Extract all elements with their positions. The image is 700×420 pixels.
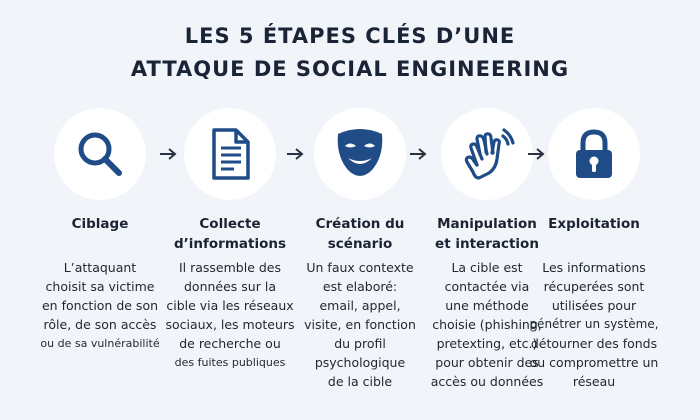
step-heading: [165, 214, 295, 254]
description-line: réseau: [572, 374, 616, 389]
step-heading-line: Manipulation: [437, 216, 537, 232]
page-title: [0, 20, 700, 86]
step-icon-circle: [54, 108, 146, 200]
description-line: psychologique: [314, 355, 406, 370]
arrow-right-icon: [158, 146, 178, 162]
description-line: Un faux contexte: [306, 260, 414, 275]
step-icon-circle: [548, 108, 640, 200]
description-line: L’attaquant: [63, 260, 137, 275]
description-line: récuperées sont: [543, 279, 645, 294]
description-line: accès ou données: [430, 374, 544, 389]
step-description: [529, 258, 659, 391]
description-line: données sur la: [184, 279, 276, 294]
title-line-2: ATTAQUE DE SOCIAL ENGINEERING: [130, 57, 570, 81]
step-heading: [35, 214, 165, 234]
hand-icon: [459, 126, 515, 182]
mask-icon: [332, 126, 388, 182]
description-line: pénétrer un système,: [529, 317, 659, 331]
arrow-right-icon: [408, 146, 428, 162]
padlock-icon: [566, 126, 622, 182]
description-line: visite, en fonction: [304, 317, 416, 332]
description-line: une méthode: [445, 298, 529, 313]
description-line: en fonction de son: [41, 298, 159, 313]
step-description: [165, 258, 295, 372]
description-line: de recherche ou: [179, 336, 281, 351]
step-heading-line: et interaction: [435, 236, 539, 252]
description-line: cible via les réseaux: [166, 298, 294, 313]
step-heading-line: Création du: [315, 216, 405, 232]
document-icon: [202, 126, 258, 182]
step-description: [35, 258, 165, 353]
description-line: utilisées pour: [551, 298, 637, 313]
description-line: de la cible: [327, 374, 393, 389]
steps-flow: [0, 108, 700, 408]
description-line: La cible est: [451, 260, 523, 275]
step-description: [295, 258, 425, 391]
description-line: pour obtenir des: [435, 355, 539, 370]
description-line: est elaboré:: [322, 279, 398, 294]
description-line: choisit sa victime: [45, 279, 155, 294]
step-heading-line: Exploitation: [548, 216, 640, 232]
step-heading: [295, 214, 425, 254]
arrow-right-icon: [526, 146, 546, 162]
description-line: ou compromettre un: [529, 355, 659, 370]
step-heading-line: Collecte: [199, 216, 261, 232]
description-line: des fuites publiques: [174, 356, 286, 369]
description-line: sociaux, les moteurs: [165, 317, 295, 332]
step-heading-line: scénario: [327, 236, 393, 252]
description-line: détourner des fonds: [530, 336, 658, 351]
step-icon-circle: [441, 108, 533, 200]
step-heading: [529, 214, 659, 234]
step-heading-line: Ciblage: [71, 216, 129, 232]
description-line: ou de sa vulnérabilité: [40, 337, 160, 350]
arrow-right-icon: [285, 146, 305, 162]
title-line-1: LES 5 ÉTAPES CLÉS D’UNE: [184, 24, 516, 48]
description-line: Il rassemble des: [178, 260, 282, 275]
description-line: Les informations: [542, 260, 646, 275]
description-line: choisie (phishing,: [432, 317, 542, 332]
step-heading-line: d’informations: [173, 236, 286, 252]
description-line: email, appel,: [319, 298, 401, 313]
description-line: rôle, de son accès: [43, 317, 157, 332]
description-line: contactée via: [444, 279, 530, 294]
description-line: pretexting, etc.): [436, 336, 538, 351]
step-icon-circle: [314, 108, 406, 200]
description-line: du profil: [334, 336, 386, 351]
step-icon-circle: [184, 108, 276, 200]
magnifier-icon: [72, 126, 128, 182]
